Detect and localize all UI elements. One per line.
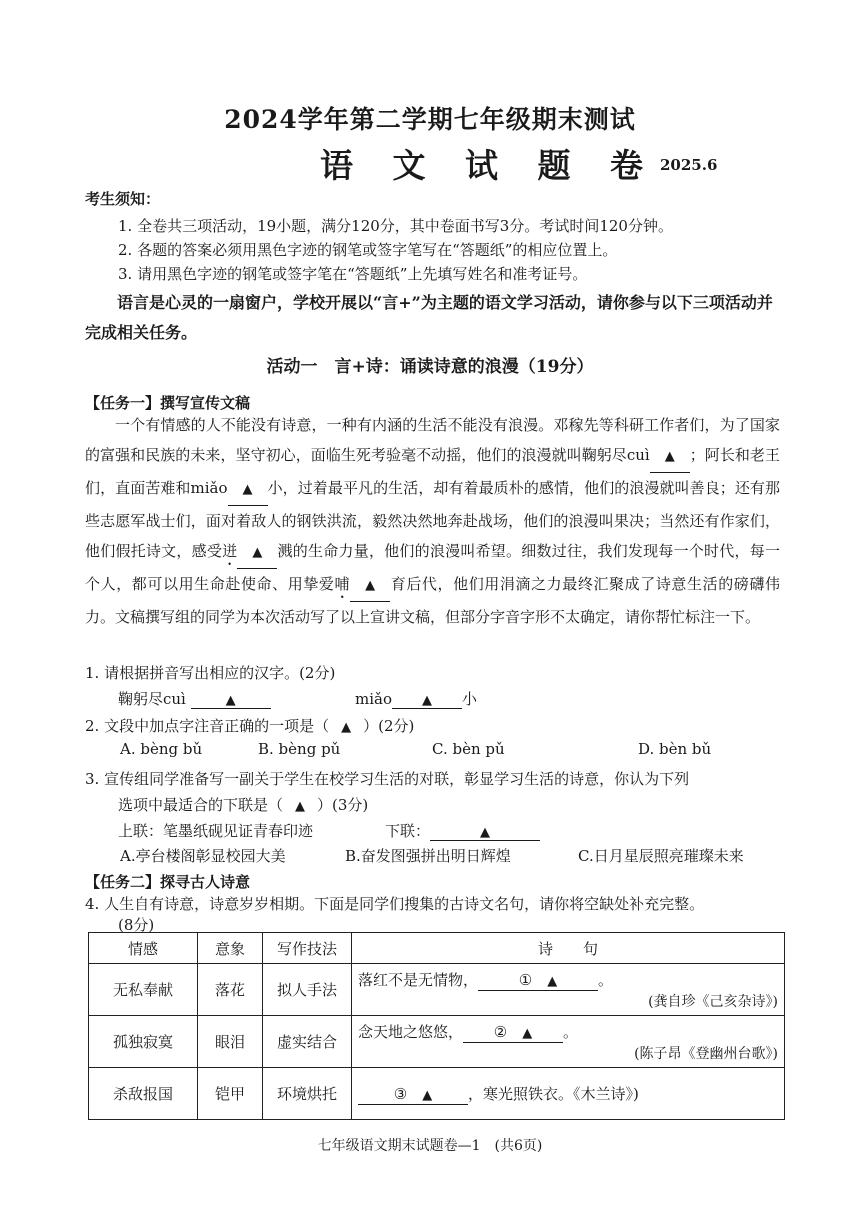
row1-verse-pre: 落红不是无情物， xyxy=(358,970,479,989)
passage-blank-4[interactable] xyxy=(350,569,390,602)
header-emotion: 情感 xyxy=(89,933,198,964)
row3-verse-blank[interactable] xyxy=(358,1083,468,1105)
row1-technique: 拟人手法 xyxy=(263,964,352,1016)
passage-text-5: 育后代，他们用涓滴之力最终汇聚成了诗意生活的磅礴伟力。 xyxy=(85,575,780,626)
blank-marker: ▲ xyxy=(422,693,432,708)
blank-marker: ▲ xyxy=(225,693,236,708)
table-header-row xyxy=(89,933,785,964)
q1-answer-b xyxy=(355,688,477,709)
q1-a-blank[interactable] xyxy=(191,690,271,709)
blank-marker: ▲ xyxy=(365,578,376,593)
q3-option-b[interactable]: B.奋发图强拼出明日辉煌 xyxy=(345,847,511,865)
blank-marker: ▲ xyxy=(422,1087,433,1103)
header-verse: 诗 句 xyxy=(352,933,785,964)
row1-verse-post: 。 xyxy=(598,970,614,989)
row3-verse xyxy=(352,1068,785,1120)
q2-answer-blank[interactable] xyxy=(329,717,363,735)
passage-text-3: 小，过着最平凡的生活，却有着最质朴的感情，他们的浪漫就叫善良；还有那些志愿军战士们，面对着敌人的钢铁洪流，毅然决然地奔赴战场，他们的浪漫叫果决；当然还有作家们，他们假托诗文，感受 xyxy=(85,479,780,560)
notice-item-2: 2. 各题的答案必须用黑色字迹的钢笔或签字笔写在“答题纸”的相应位置上。 xyxy=(118,241,618,259)
q3-lower-label: 下联： xyxy=(385,822,431,840)
passage xyxy=(85,410,780,632)
blank-marker: ▲ xyxy=(664,449,675,464)
blank-marker: ▲ xyxy=(295,799,306,814)
notice-item-3: 3. 请用黑色字迹的钢笔或签字笔在“答题纸”上先填写姓名和准考证号。 xyxy=(118,265,588,283)
blank-marker: ▲ xyxy=(341,720,352,735)
row2-verse-pre: 念天地之悠悠， xyxy=(358,1022,464,1041)
blank-marker: ▲ xyxy=(242,482,253,497)
q1-answer-a xyxy=(118,688,271,709)
row2-source: (陈子昂《登幽州台歌》) xyxy=(634,1045,778,1062)
row3-verse-post: ，寒光照铁衣。《木兰诗》) xyxy=(468,1084,639,1103)
blank-marker: ▲ xyxy=(547,973,558,989)
notice-heading: 考生须知： xyxy=(85,190,161,208)
q3-stem-pre: 选项中最适合的下联是（ xyxy=(118,796,284,814)
q3-upper-couplet: 上联：笔墨纸砚见证青春印迹 xyxy=(118,822,314,840)
q3-stem-post: ）(3分) xyxy=(317,796,369,814)
q1-a-label: 鞠躬尽cuì xyxy=(118,690,186,708)
table-row xyxy=(89,1016,785,1068)
header-image: 意象 xyxy=(198,933,263,964)
row1-blank-num: ① xyxy=(518,970,533,989)
q2-stem-pre: 2. 文段中加点字注音正确的一项是（ xyxy=(85,717,330,735)
row1-image: 落花 xyxy=(198,964,263,1016)
q2-option-a[interactable]: A. bèng bǔ xyxy=(120,740,203,758)
page-footer: 七年级语文期末试题卷—1 (共6页) xyxy=(317,1138,543,1154)
q4-stem-1: 4. 人生自有诗意，诗意岁岁相期。下面是同学们搜集的古诗文名句，请你将空缺处补充完整。 xyxy=(85,895,705,913)
passage-blank-3[interactable] xyxy=(237,536,277,569)
table-row xyxy=(89,1068,785,1120)
q3-option-a[interactable]: A.亭台楼阁彰显校园大美 xyxy=(120,847,286,865)
row2-image: 眼泪 xyxy=(198,1016,263,1068)
q3-lower-blank[interactable] xyxy=(430,822,540,841)
activity1-title: 活动一 言+诗：诵读诗意的浪漫（19分） xyxy=(266,357,594,377)
passage-blank-1[interactable] xyxy=(650,440,690,473)
dotted-char-2: 哺 xyxy=(334,575,351,593)
q2-option-d[interactable]: D. bèn bǔ xyxy=(638,740,712,758)
q3-option-c[interactable]: C.日月星辰照亮璀璨未来 xyxy=(578,847,744,865)
q2-stem-post: ）(2分) xyxy=(363,717,415,735)
row1-verse xyxy=(352,964,785,1016)
blank-marker: ▲ xyxy=(522,1025,533,1041)
task1-note: 文稿撰写组的同学为本次活动写了以上宣讲文稿，但部分字音字形不太确定，请你帮忙标注一下。 xyxy=(115,608,761,626)
row2-blank-num: ② xyxy=(493,1022,508,1041)
task2-heading: 【任务二】探寻古人诗意 xyxy=(85,873,251,891)
blank-marker: ▲ xyxy=(252,545,263,560)
passage-text-4: 溅的生命力量，他们的浪漫叫希望。细数过往，我们发现每一个时代，每一个人，都可以用生命赴使命、用挚爱 xyxy=(85,542,780,593)
row3-technique: 环境烘托 xyxy=(263,1068,352,1120)
q1-b-blank[interactable] xyxy=(392,690,462,709)
row3-image: 铠甲 xyxy=(198,1068,263,1120)
intro-paragraph: 语言是心灵的一扇窗户，学校开展以“言+”为主题的语文学习活动，请你参与以下三项活动并完成相关任务。 xyxy=(85,293,773,342)
row2-verse-blank[interactable] xyxy=(463,1021,563,1043)
q1-b-label: miǎo xyxy=(355,690,392,708)
row1-verse-blank[interactable] xyxy=(478,969,598,991)
row2-emotion: 孤独寂寞 xyxy=(89,1016,198,1068)
passage-text-1: 一个有情感的人不能没有诗意，一种有内涵的生活不能没有浪漫。邓稼先等科研工作者们，为了国家的富强和民族的未来，坚守初心，面临生死考验毫不动摇，他们的浪漫就叫鞠躬尽cuì xyxy=(85,416,780,464)
dotted-char-1: 迸 xyxy=(222,542,238,560)
exam-title: 2024学年第二学期七年级期末测试 xyxy=(224,105,636,134)
q1-stem: 1. 请根据拼音写出相应的汉字。(2分) xyxy=(85,664,336,682)
q4-stem-2: (8分) xyxy=(118,916,155,934)
q3-stem-2 xyxy=(118,794,368,815)
table-row xyxy=(89,964,785,1016)
notice-item-1: 1. 全卷共三项活动，19小题，满分120分，其中卷面书写3分。考试时间120分钟。 xyxy=(118,217,673,235)
blank-marker: ▲ xyxy=(480,825,491,840)
passage-text-2: ；阿长和老王们，直面苦难和miǎo xyxy=(85,446,780,497)
header-technique: 写作技法 xyxy=(263,933,352,964)
row1-source: (龚自珍《己亥杂诗》) xyxy=(648,993,778,1010)
q1-b-suffix: 小 xyxy=(462,690,478,708)
poem-table xyxy=(88,932,785,1120)
row2-verse xyxy=(352,1016,785,1068)
row3-emotion: 杀敌报国 xyxy=(89,1068,198,1120)
exam-subtitle: 语 文 试 题 卷 xyxy=(320,146,657,185)
q2-option-b[interactable]: B. bèng pǔ xyxy=(258,740,341,758)
q3-answer-blank[interactable] xyxy=(283,796,317,814)
row1-emotion: 无私奉献 xyxy=(89,964,198,1016)
q2-option-c[interactable]: C. bèn pǔ xyxy=(432,740,505,758)
q3-stem-1: 3. 宣传组同学准备写一副关于学生在校学习生活的对联，彰显学习生活的诗意，你认为下列 xyxy=(85,770,690,788)
task1-heading: 【任务一】撰写宣传文稿 xyxy=(85,394,251,412)
exam-date: 2025.6 xyxy=(660,156,718,174)
row2-technique: 虚实结合 xyxy=(263,1016,352,1068)
row3-blank-num: ③ xyxy=(393,1084,408,1103)
passage-blank-2[interactable] xyxy=(228,473,268,506)
q2-stem xyxy=(85,715,414,736)
q3-lower-couplet xyxy=(385,820,540,841)
row2-verse-post: 。 xyxy=(563,1022,579,1041)
